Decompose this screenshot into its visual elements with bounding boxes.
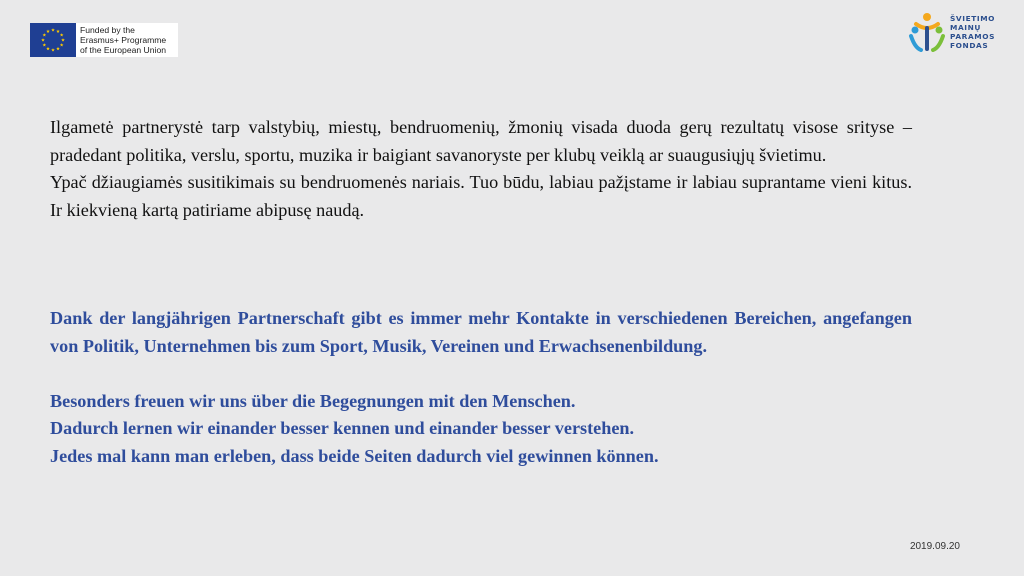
lithuanian-text-block [50,114,912,224]
eu-star-icon [46,29,50,32]
erasmus-funding-text: Funded by the Erasmus+ Programme of the European Union [80,25,167,55]
lithuanian-paragraph: Ilgametė partnerystė tarp valstybių, miestų, bendruomenių, žmonių visada duoda gerų rezultatų visose srityse – pradedant politika, verslu, sportu, muzika ir baigiant savanoryste per klubų veiklą ar suaugusiųjų švietimu. [50,117,912,165]
erasmus-plus-logo [30,23,178,57]
lithuanian-paragraph: Ypač džiaugiamės susitikimais su bendruomenės nariais. Tuo būdu, labiau pažįstame ir labiau suprantame vieni kitus. Ir kiekvieną kartą patiriame abipusę naudą. [50,172,912,220]
svietimo-mainu-paramos-fondas-logo [908,10,998,54]
eu-stars-icon [38,25,68,55]
german-paragraph: Dank der langjährigen Partnerschaft gibt es immer mehr Kontakte in verschiedenen Bereichen, angefangen von Politik, Unternehmen bis zum Sport, Musik, Vereinen und Erwachsenenbildung. [50,308,912,356]
eu-star-icon [60,43,64,46]
paragraph-gap [50,360,912,388]
eu-star-icon [51,28,55,31]
eu-star-icon [41,38,45,41]
german-line: Jedes mal kann man erleben, dass beide Seiten dadurch viel gewinnen können. [50,445,659,466]
smpf-line: ŠVIETIMO [950,14,996,23]
eu-star-icon [56,47,60,50]
german-line: Dadurch lernen wir einander besser kennen und einander besser verstehen. [50,418,635,438]
eu-flag-icon [30,23,76,57]
slide-date: 2019.09.20 [909,541,960,552]
smpf-line: PARAMOS [950,32,996,41]
german-line: Besonders freuen wir uns über die Begegnungen mit den Menschen. [50,390,576,411]
eu-star-icon [43,33,47,36]
eu-star-icon [56,29,60,32]
smpf-wordmark [946,14,995,50]
eu-star-icon [46,47,50,50]
eu-star-icon [51,48,55,51]
eu-star-icon [43,43,47,46]
eu-star-icon [61,38,65,41]
smpf-line: MAINŲ [950,23,982,32]
german-text-block [50,305,912,470]
smpf-line: FONDAS [950,41,989,50]
eu-star-icon [60,33,64,36]
smpf-figures-icon [908,12,946,52]
